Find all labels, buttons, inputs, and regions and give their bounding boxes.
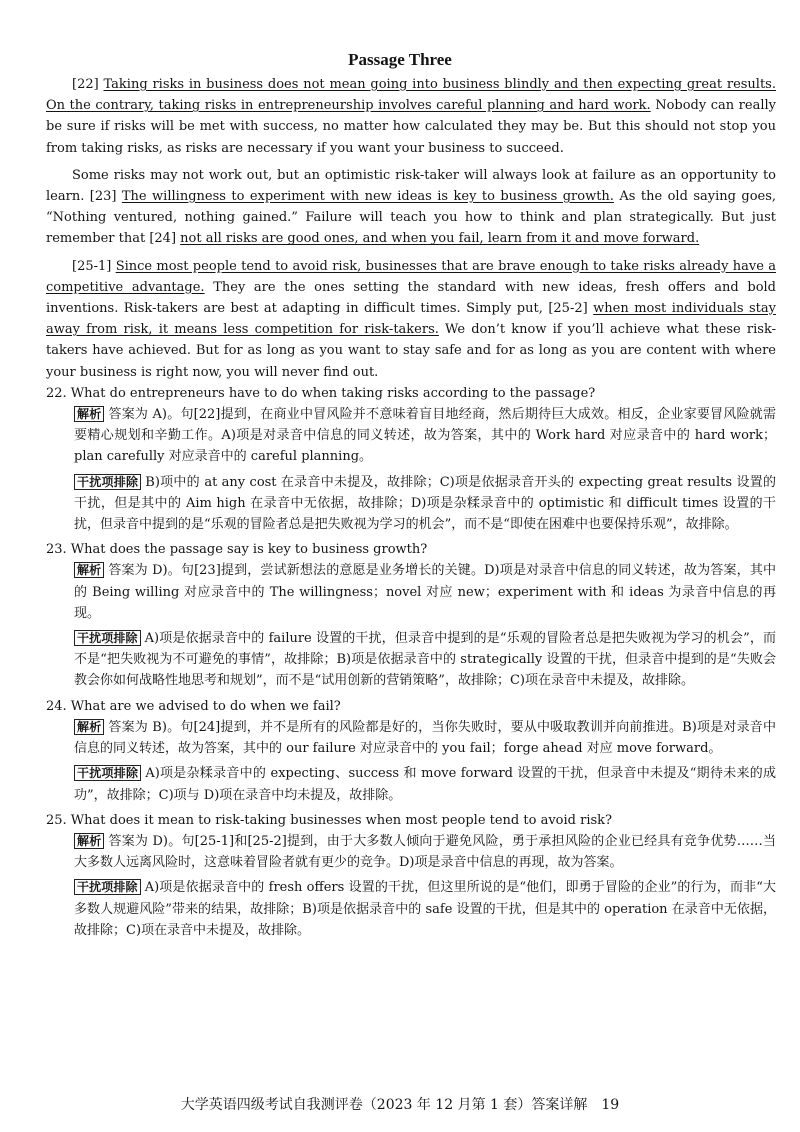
sentence-marker-23: [23]	[89, 189, 117, 205]
distractor-text: A)项是依据录音中的 fresh offers 设置的干扰，但这里所说的是“他们，即勇于冒险的企业”的行为，而非“大多数人规避风险”带来的结果，故排除；B)项是依据录音中的 safe 设置的干扰，但是其中的 operation 在录音中无依据，故排除；C)项在录音中未提及，故排除。	[74, 880, 776, 938]
distractor-label: 干扰项排除	[74, 879, 141, 895]
analysis-label: 解析	[74, 406, 104, 422]
distractor-label: 干扰项排除	[74, 765, 141, 781]
passage-paragraph-2	[46, 165, 776, 250]
analysis-label: 解析	[74, 562, 104, 578]
underlined-sentence-25-1: Since most people tend to avoid risk, businesses that are brave enough to take risks already have a competitive advantage.	[46, 258, 776, 295]
question-23: 23. What does the passage say is key to business growth?	[46, 542, 428, 558]
sentence-marker-24: [24]	[149, 231, 177, 247]
analysis-25	[46, 831, 776, 873]
passage-title: Passage Three	[348, 50, 452, 69]
analysis-text: 答案为 A)。句[22]提到，在商业中冒风险并不意味着盲目地经商，然后期待巨大成效。相反，企业家要冒风险就需要精心规划和辛勤工作。A)项是对录音中信息的同义转述，故为答案，其中的 Work hard 对应录音中的 hard work；plan carefully 对应录音中的 careful planning。	[74, 407, 776, 465]
distractor-analysis-25	[46, 877, 776, 941]
distractor-analysis-23	[46, 628, 776, 692]
distractor-text: B)项中的 at any cost 在录音中未提及，故排除；C)项是依据录音开头的 expecting great results 设置的干扰，但是其中的 Aim high 在录音中无依据，故排除；D)项是杂糅录音中的 optimistic 和 difficult times 设置的干扰，但录音中提到的是“乐观的冒险者总是把失败视为学习的机会”，而不是“即使在困难中也要保持乐观”，故排除。	[74, 474, 776, 533]
distractor-label: 干扰项排除	[74, 630, 141, 646]
analysis-label: 解析	[74, 833, 104, 849]
passage-paragraph-3	[46, 256, 776, 383]
distractor-text: A)项是依据录音中的 failure 设置的干扰，但录音中提到的是“乐观的冒险者总是把失败视为学习的机会”，而不是“把失败视为不可避免的事情”，故排除；B)项是依据录音中的 strategically 设置的干扰，但录音中提到的是“失败会教会你如何战略性地思考和规划”，而不是“试用创新的营销策略”，故排除；C)项在录音中未提及，故排除。	[74, 631, 776, 689]
question-22: 22. What do entrepreneurs have to do when taking risks according to the passage?	[46, 385, 596, 401]
analysis-text: 答案为 D)。句[23]提到，尝试新想法的意愿是业务增长的关键。D)项是对录音中信息的同义转述，故为答案，其中的 Being willing 对应录音中的 The willingness；novel 对应 new；experiment with 和 ideas 为录音中信息的再现。	[74, 563, 776, 621]
distractor-analysis-24	[46, 763, 776, 805]
underlined-sentence-24: not all risks are good ones, and when you fail, learn from it and move forward.	[180, 231, 700, 247]
analysis-23	[46, 560, 776, 624]
sentence-marker-22: [22]	[72, 77, 99, 92]
analysis-text: 答案为 D)。句[25-1]和[25-2]提到，由于大多数人倾向于避免风险，勇于承担风险的企业已经具有竞争优势……当大多数人远离风险时，这意味着冒险者就有更少的竞争。D)项是录音中信息的再现，故为答案。	[74, 833, 776, 871]
underlined-sentence-23: The willingness to experiment with new ideas is key to business growth.	[121, 189, 614, 205]
sentence-marker-25-2: [25-2]	[548, 301, 588, 317]
analysis-label: 解析	[74, 719, 104, 735]
analysis-text: 答案为 B)。句[24]提到，并不是所有的风险都是好的，当你失败时，要从中吸取教训并向前推进。B)项是对录音中信息的同义转述，故为答案，其中的 our failure 对应录音中的 you fail；forge ahead 对应 move forward。	[74, 719, 776, 757]
underlined-sentence-22: Taking risks in business does not mean going into business blindly and then expecting great results. On the contrary, taking risks in entrepreneurship involves careful planning and hard work.	[46, 77, 776, 114]
question-25: 25. What does it mean to risk-taking businesses when most people tend to avoid risk?	[46, 812, 612, 828]
passage-paragraph-1	[46, 74, 776, 159]
analysis-24	[46, 717, 776, 759]
distractor-text: A)项是杂糅录音中的 expecting、success 和 move forward 设置的干扰，但录音中未提及“期待未来的成功”，故排除；C)项与 D)项在录音中均未提及，故排除。	[74, 766, 776, 803]
passage-text: We don’t know if you’ll achieve what these risk-takers have achieved. But for as long as you want to stay safe and for as long as you are content with where your business is right now, you will never find out.	[46, 322, 776, 380]
distractor-label: 干扰项排除	[74, 474, 141, 490]
page-footer: 大学英语四级考试自我测评卷（2023 年 12 月第 1 套）答案详解 19	[180, 1097, 620, 1113]
passage-text: Nobody can really be sure if risks will be met with success, no matter how calculated they may be. But this should not stop you from taking risks, as risks are necessary if you want your business to succeed.	[46, 98, 776, 156]
underlined-sentence-25-2: when most individuals stay away from risk, it means less competition for risk-takers.	[46, 301, 776, 338]
analysis-22	[46, 404, 776, 468]
passage-text: Some risks may not work out, but an optimistic risk-taker will always look at failure as an opportunity to learn.	[46, 167, 776, 205]
question-24: 24. What are we advised to do when we fail?	[46, 698, 341, 714]
passage-text: As the old saying goes, “Nothing ventured, nothing gained.” Failure will teach you how to think and plan strategically. But just remember that	[46, 189, 777, 247]
document-body	[46, 74, 776, 941]
sentence-marker-25-1: [25-1]	[72, 258, 112, 274]
passage-text: They are the ones setting the standard with new ideas, fresh offers and bold inventions. Risk-takers are best at adapting in difficult times. Simply put,	[46, 279, 777, 317]
distractor-analysis-22	[46, 472, 776, 536]
